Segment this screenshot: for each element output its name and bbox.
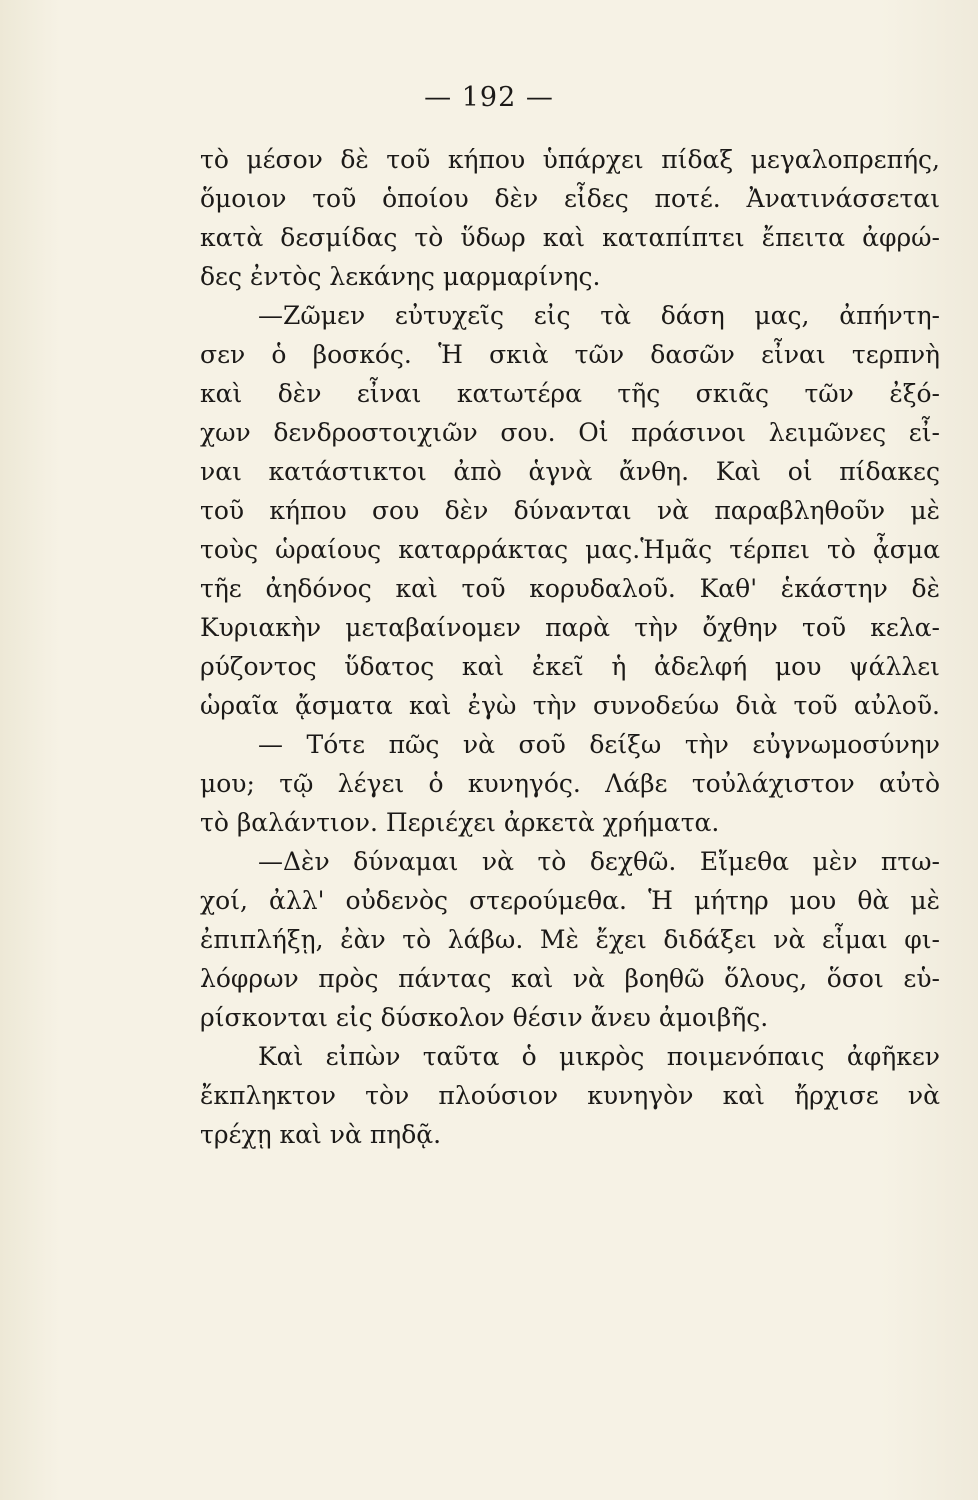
text-line: χοί, ἀλλ' οὐδενὸς στερούμεθα. Ἡ μήτηρ μου θὰ μὲ [200,886,940,915]
text-line: λόφρων πρὸς πάντας καὶ νὰ βοηθῶ ὅλους, ὅσοι εὑ- [200,964,940,993]
text-line: κατὰ δεσμίδας τὸ ὕδωρ καὶ καταπίπτει ἔπειτα ἀφρώ- [200,223,940,252]
text-line: ρύζοντος ὕδατος καὶ ἐκεῖ ἡ ἀδελφή μου ψάλλει [200,652,940,681]
text-line: ναι κατάστικτοι ἀπὸ ἁγνὰ ἄνθη. Καὶ οἱ πίδακες [200,457,940,486]
text-line: ὅμοιον τοῦ ὁποίου δὲν εἶδες ποτέ. Ἀνατινάσσεται [200,184,940,213]
text-line: χων δενδροστοιχιῶν σου. Οἱ πράσινοι λειμῶνες εἶ- [200,418,940,447]
text-line: ὡραῖα ᾄσματα καὶ ἐγὼ τὴν συνοδεύω διὰ τοῦ αὐλοῦ. [200,691,940,720]
text-line: τοὺς ὡραίους καταρράκτας μας.Ἡμᾶς τέρπει τὸ ᾆσμα [200,535,940,564]
text-line: —Ζῶμεν εὐτυχεῖς εἰς τὰ δάση μας, ἀπήντη- [258,301,940,330]
body-text [200,140,940,1154]
text-line: τρέχῃ καὶ νὰ πηδᾷ. [200,1120,442,1149]
text-line: καὶ δὲν εἶναι κατωτέρα τῆς σκιᾶς τῶν ἐξό- [200,379,940,408]
text-line: δες ἐντὸς λεκάνης μαρμαρίνης. [200,262,601,291]
text-line: — Τότε πῶς νὰ σοῦ δείξω τὴν εὐγνωμοσύνην [258,730,940,759]
text-line: —Δὲν δύναμαι νὰ τὸ δεχθῶ. Εἴμεθα μὲν πτω- [258,847,940,876]
text-line: ρίσκονται εἰς δύσκολον θέσιν ἄνευ ἀμοιβῆς. [200,1003,769,1032]
text-line: τὸ μέσον δὲ τοῦ κήπου ὑπάρχει πίδαξ μεγαλοπρεπής, [200,145,940,174]
text-line: τοῦ κήπου σου δὲν δύνανται νὰ παραβληθοῦν μὲ [200,496,940,525]
text-line: ἐπιπλήξῃ, ἐὰν τὸ λάβω. Μὲ ἔχει διδάξει νὰ εἶμαι φι- [200,925,940,954]
text-line: Καὶ εἰπὼν ταῦτα ὁ μικρὸς ποιμενόπαις ἀφῆκεν [258,1042,940,1071]
text-line: μου; τῷ λέγει ὁ κυνηγός. Λάβε τοὐλάχιστον αὐτὸ [200,769,940,798]
text-line: τὸ βαλάντιον. Περιέχει ἀρκετὰ χρήματα. [200,808,720,837]
text-line: Κυριακὴν μεταβαίνομεν παρὰ τὴν ὄχθην τοῦ κελα- [200,613,940,642]
text-line: ἔκπληκτον τὸν πλούσιον κυνηγὸν καὶ ἤρχισε νὰ [200,1081,940,1110]
text-line: σεν ὁ βοσκός. Ἡ σκιὰ τῶν δασῶν εἶναι τερπνὴ [200,340,940,369]
text-line: τῆε ἀηδόνος καὶ τοῦ κορυδαλοῦ. Καθ' ἑκάστην δὲ [200,574,940,603]
page-number: — 192 — [424,82,554,113]
